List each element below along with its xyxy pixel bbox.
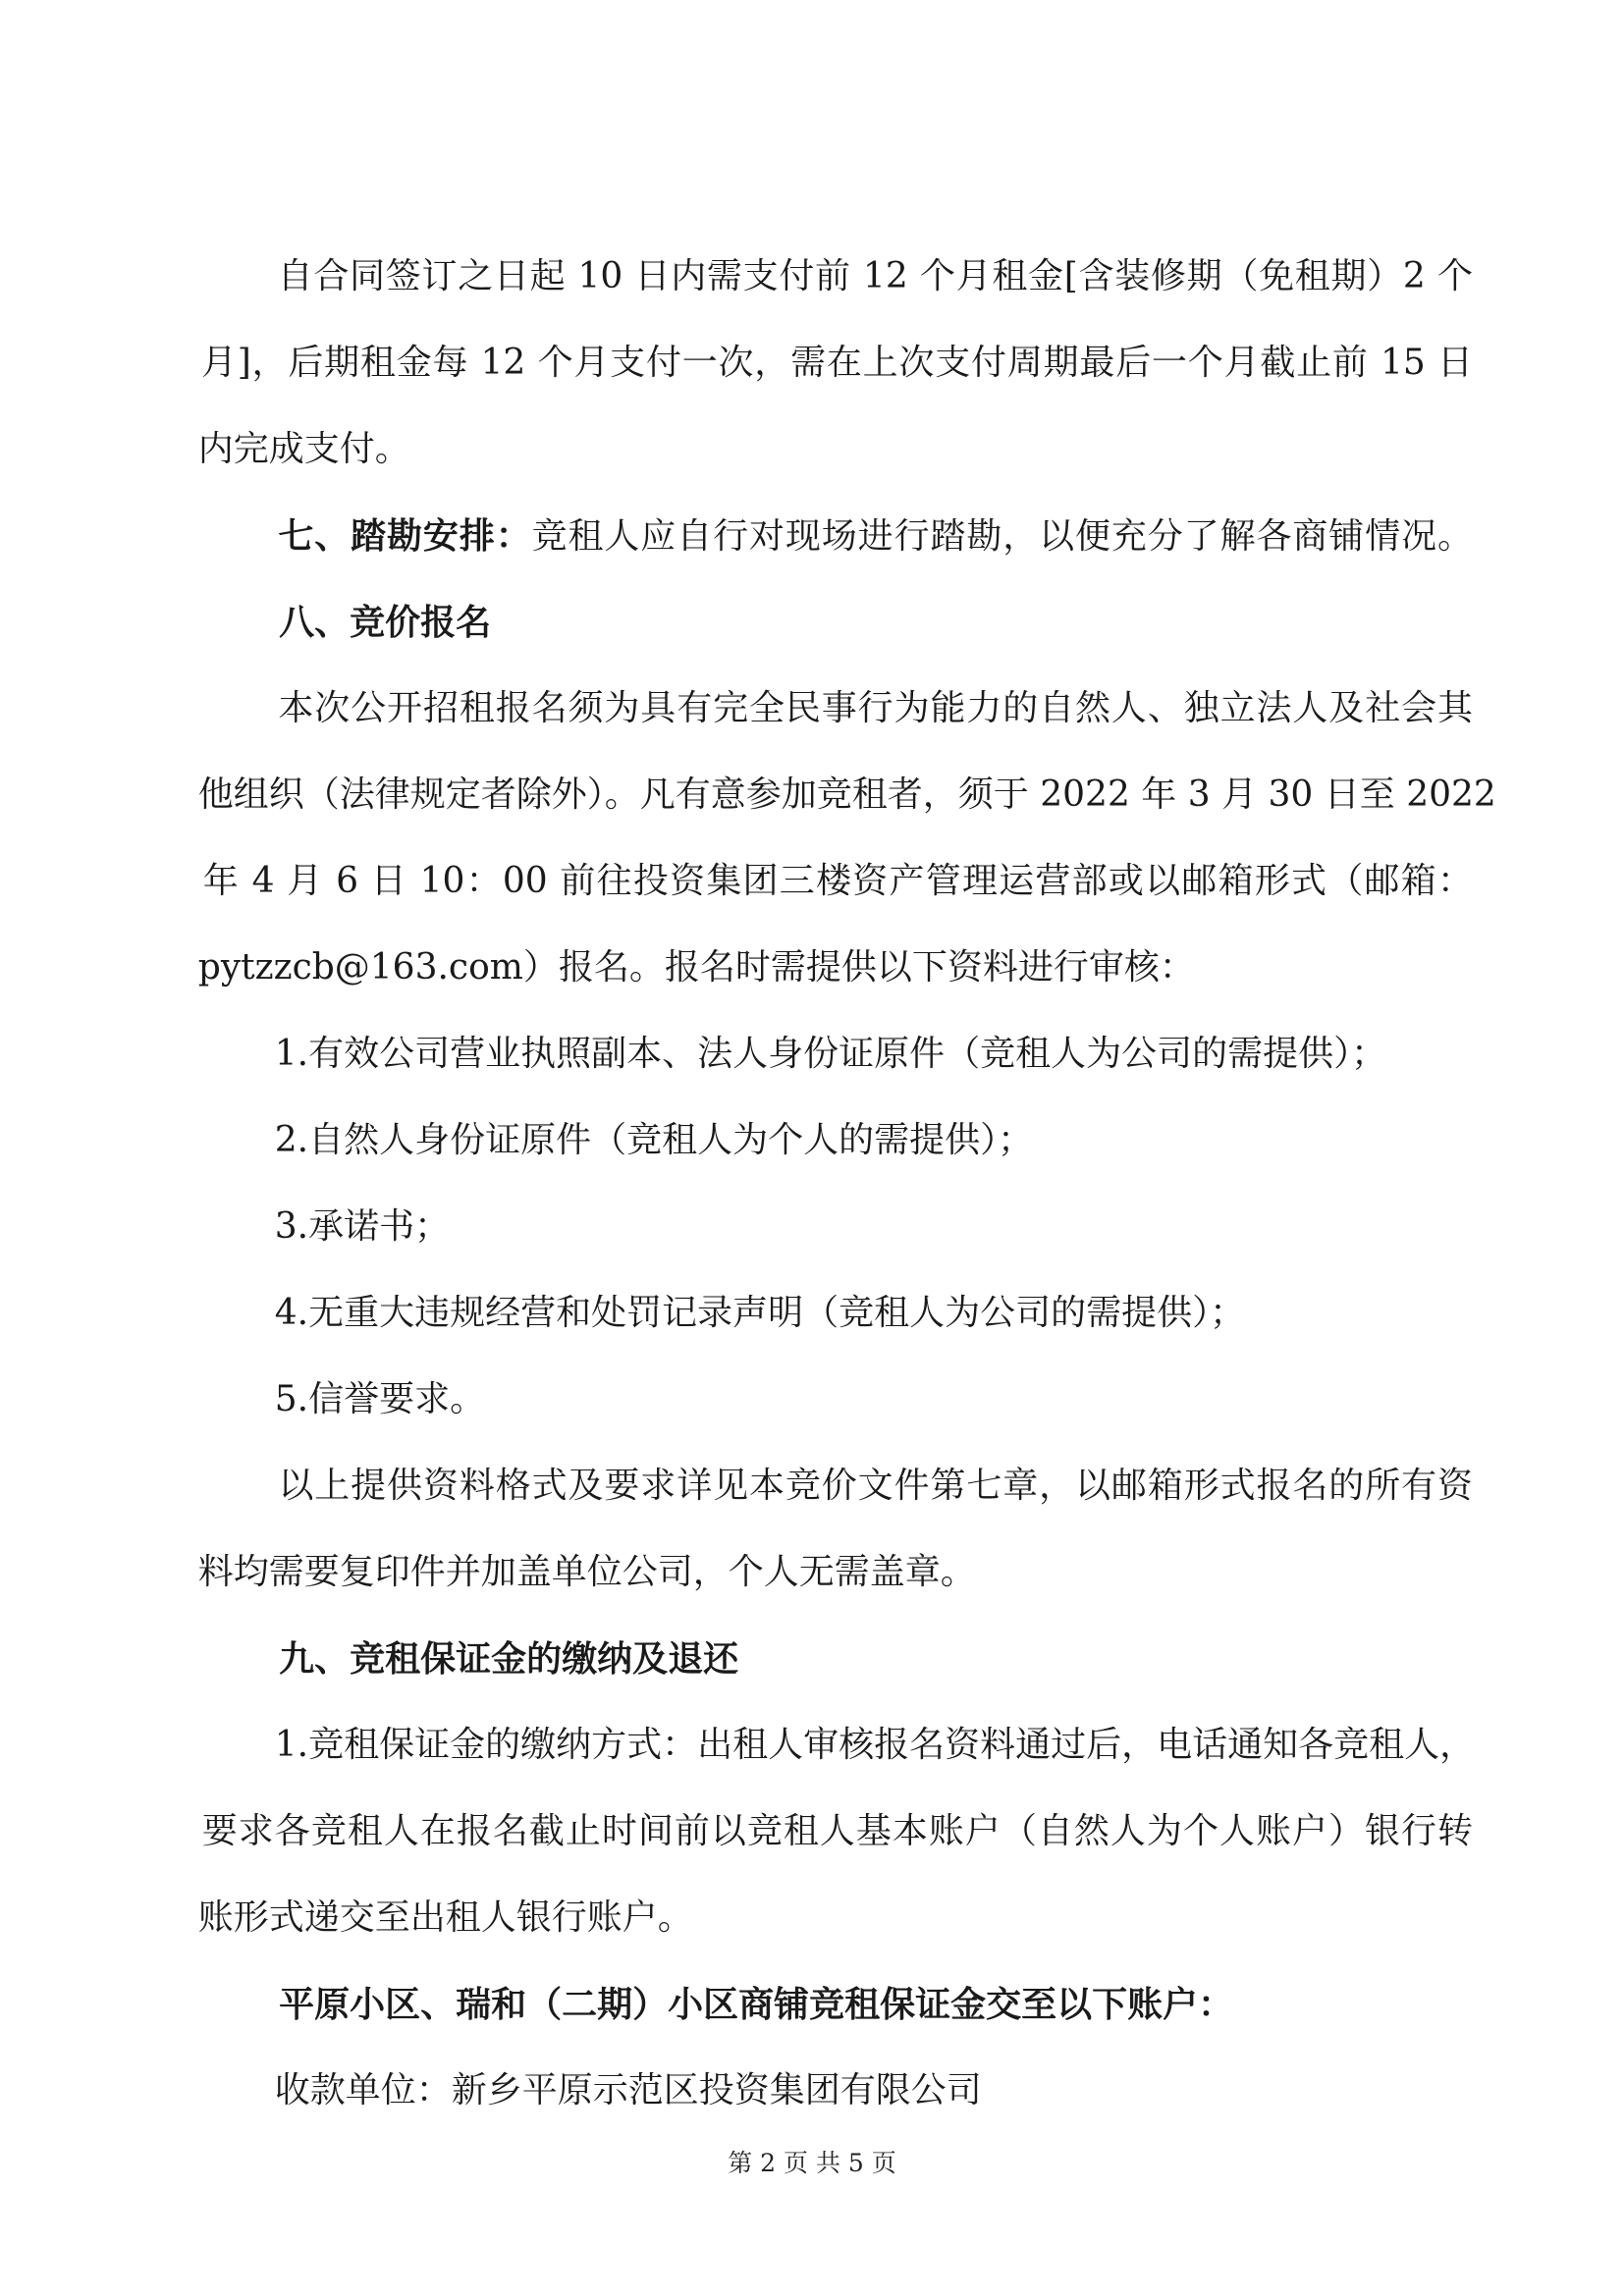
line-text: 账形式递交至出租人银行账户。 — [197, 1897, 693, 1938]
line-text: 料均需要复印件并加盖单位公司，个人无需盖章。 — [197, 1552, 976, 1592]
line-text: 内完成支付。 — [197, 429, 410, 469]
line-text: 自合同签订之日起 10 日内需支付前 12 个月租金[含装修期（免租期）2 个 — [277, 256, 1473, 296]
page-number: 第 2 页 共 5 页 — [728, 2149, 896, 2177]
line-text: 以上提供资料格式及要求详见本竞价文件第七章，以邮箱形式报名的所有资 — [278, 1466, 1473, 1506]
line-text: 5.信誉要求。 — [274, 1379, 486, 1419]
line-text: 本次公开招租报名须为具有完全民事行为能力的自然人、独立法人及社会其 — [278, 688, 1473, 728]
heading-text: 八、竞价报名 — [279, 602, 492, 643]
line-text: 1.竞租保证金的缴纳方式：出租人审核报名资料通过后，电话通知各竞租人， — [274, 1725, 1476, 1765]
line-text: 月]，后期租金每 12 个月支付一次，需在上次支付周期最后一个月截止前 15 日 — [200, 343, 1473, 383]
line-text: 竞租人应自行对现场进行踏勘，以便充分了解各商铺情况。 — [531, 516, 1473, 557]
heading-text: 平原小区、瑞和（二期）小区商铺竞租保证金交至以下账户： — [279, 1984, 1234, 2025]
text-line — [230, 2026, 1473, 2156]
line-text: 他组织（法律规定者除外）。凡有意参加竞租者，须于 2022 年 3 月 30 日至 2022 — [197, 774, 1496, 815]
line-text: 2.自然人身份证原件（竞租人为个人的需提供）； — [274, 1120, 1034, 1160]
line-text: 收款单位：新乡平原示范区投资集团有限公司 — [274, 2070, 982, 2110]
line-text: pytzzcb@163.com）报名。报名时需提供以下资料进行审核： — [197, 947, 1195, 988]
section-heading: 七、踏勘安排： — [278, 515, 532, 557]
line-text: 4.无重大违规经营和处罚记录声明（竞租人为公司的需提供）； — [274, 1293, 1246, 1333]
line-text: 要求各竞租人在报名截止时间前以竞租人基本账户（自然人为个人账户）银行转 — [201, 1811, 1473, 1851]
line-text: 3.承诺书； — [274, 1206, 451, 1247]
line-text: 1.有效公司营业执照副本、法人身份证原件（竞租人为公司的需提供）； — [274, 1034, 1387, 1074]
heading-text: 九、竞租保证金的缴纳及退还 — [279, 1638, 739, 1680]
line-text: 年 4 月 6 日 10：00 前往投资集团三楼资产管理运营部或以邮箱形式（邮箱： — [202, 861, 1473, 901]
